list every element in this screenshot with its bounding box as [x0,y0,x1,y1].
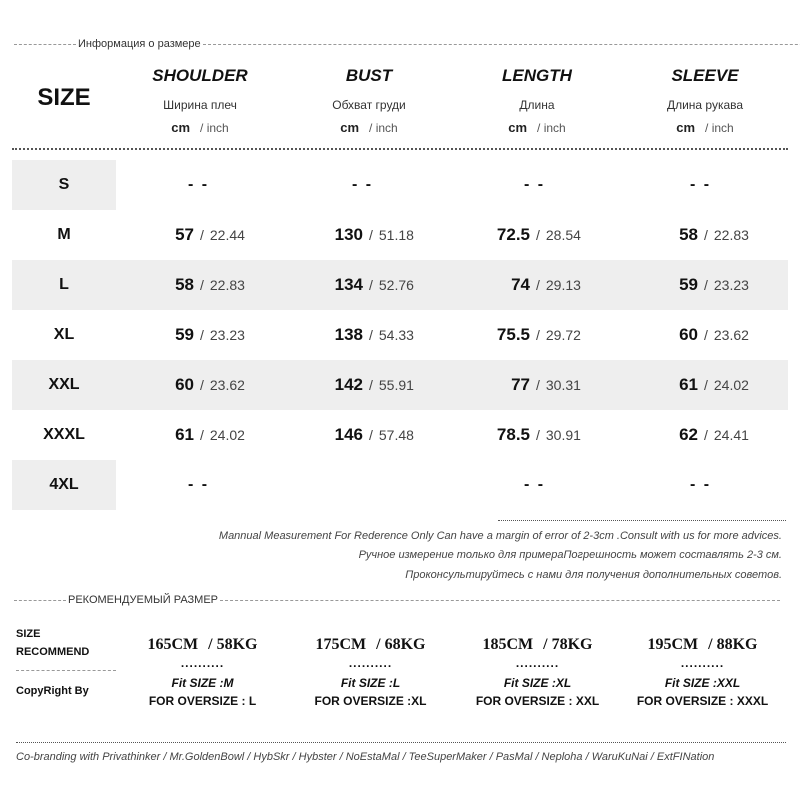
section-dash-left [14,600,66,601]
sleeve-header-ru: Длина рукава [666,98,744,112]
cobranding-text: Co-branding with Privathinker / Mr.GoldenBowl / HybSkr / Hybster / NoEstaMal / TeeSuperMaker / PasMal / Neploha / WaruKuNai / ExtFINation [16,751,715,763]
size-info-section-label [12,38,800,50]
size-column-header: SIZE [37,84,91,111]
inch-value: 22.83 [209,277,245,293]
sleeve-header-en: SLEEVE [671,66,739,85]
bust-header-unit [294,120,444,135]
size-cell: L [59,276,69,293]
length-cell: 74 / 29.13 [480,260,581,310]
size-recommend-line1: SIZE [16,628,41,640]
height-value: 195CM [647,636,699,653]
inch-value: 30.31 [545,377,581,393]
cm-value: 58 [175,275,194,294]
dots-separator: .......... [348,656,393,670]
cm-value: 61 [679,375,698,394]
table-row-xxxl [12,410,788,460]
cm-value: 146 [334,425,363,444]
unit-inch: / inch [705,121,734,135]
oversize: FOR OVERSIZE : L [148,694,257,708]
size-cell: S [58,176,70,193]
recommend-item-3 [455,636,620,708]
size-cell: 4XL [49,476,79,493]
oversize: FOR OVERSIZE :XL [314,694,427,708]
header-divider [12,148,788,150]
cm-value: 142 [334,375,363,394]
height-value: 175CM [315,636,367,653]
length-cell: 77 / 30.31 [480,360,581,410]
height-value: 165CM [147,636,199,653]
inch-value: 51.18 [378,227,414,243]
bust-cell: 134 / 52.76 [313,260,414,310]
inch-value: 29.13 [545,277,581,293]
cm-value: 134 [334,275,363,294]
fit-size: Fit SIZE :M [171,676,234,690]
height-weight [455,636,620,654]
inch-value: 22.44 [209,227,245,243]
unit-cm: cm [340,120,360,135]
cm-value: 59 [175,325,194,344]
sleeve-cell: - - [690,176,712,193]
inch-value: 55.91 [378,377,414,393]
bust-cell: 146 / 57.48 [313,410,414,460]
note-russian-1: Ручное измерение только для примераПогрешность может составлять 2-3 см. [358,549,782,561]
copyright-label: CopyRight By [16,685,89,697]
fit-size: Fit SIZE :XL [503,676,572,690]
unit-cm: cm [508,120,528,135]
sleeve-cell: 60 / 23.62 [648,310,749,360]
bust-column-header [294,66,444,135]
shoulder-header-ru: Ширина плеч [163,98,237,112]
bust-header-ru: Обхват груди [332,98,406,112]
shoulder-header-unit [125,120,275,135]
table-row-xl [12,310,788,360]
fit-size: Fit SIZE :L [340,676,401,690]
shoulder-column-header [125,66,275,135]
weight-value: / 58KG [208,636,258,653]
recommend-item-2 [288,636,453,708]
fit-size: Fit SIZE :XXL [664,676,741,690]
shoulder-cell: 59 / 23.23 [144,310,245,360]
dots-separator: .......... [680,656,725,670]
shoulder-cell: 60 / 23.62 [144,360,245,410]
sleeve-cell: 59 / 23.23 [648,260,749,310]
inch-value: 22.83 [713,227,749,243]
table-row-l [12,260,788,310]
oversize: FOR OVERSIZE : XXXL [636,694,769,708]
cm-value: 59 [679,275,698,294]
shoulder-cell: 58 / 22.83 [144,260,245,310]
inch-value: 23.23 [209,327,245,343]
bust-header-en: BUST [345,66,393,85]
length-cell: 75.5 / 29.72 [480,310,581,360]
dots-separator: .......... [180,656,225,670]
table-row-4xl [12,460,788,510]
inch-value: 24.02 [209,427,245,443]
length-header-en: LENGTH [502,66,572,85]
sleeve-cell: 58 / 22.83 [648,210,749,260]
inch-value: 29.72 [545,327,581,343]
unit-inch: / inch [200,121,229,135]
bust-cell: 130 / 51.18 [313,210,414,260]
unit-inch: / inch [537,121,566,135]
cm-value: 61 [175,425,194,444]
inch-value: 23.62 [713,327,749,343]
inch-value: 24.41 [713,427,749,443]
height-weight [288,636,453,654]
cm-value: 130 [334,225,363,244]
cm-value: 75.5 [496,325,530,344]
cm-value: 78.5 [496,425,530,444]
inch-value: 30.91 [545,427,581,443]
cm-value: 62 [679,425,698,444]
sleeve-column-header [630,66,780,135]
weight-value: / 88KG [708,636,758,653]
dots-separator: .......... [515,656,560,670]
inch-value: 57.48 [378,427,414,443]
unit-cm: cm [171,120,191,135]
size-cell: XXXL [43,426,85,443]
recommend-section-label [12,594,782,606]
shoulder-cell: - - [188,476,210,493]
length-cell: - - [524,476,546,493]
length-cell: 78.5 / 30.91 [480,410,581,460]
size-cell: XL [53,326,75,343]
cm-value: 58 [679,225,698,244]
shoulder-cell: 57 / 22.44 [144,210,245,260]
cm-value: 60 [679,325,698,344]
unit-cm: cm [676,120,696,135]
sleeve-cell: 62 / 24.41 [648,410,749,460]
cm-value: 77 [511,375,530,394]
weight-value: / 78KG [543,636,593,653]
cm-value: 60 [175,375,194,394]
size-info-label: Информация о размере [78,38,201,50]
section-dash-right [220,600,780,601]
footer-divider [16,742,786,743]
height-weight [120,636,285,654]
height-weight [620,636,785,654]
inch-value: 23.62 [209,377,245,393]
bust-cell: - - [352,176,374,193]
inch-value: 28.54 [545,227,581,243]
shoulder-cell: - - [188,176,210,193]
unit-inch: / inch [369,121,398,135]
cm-value: 74 [511,275,530,294]
shoulder-header-en: SHOULDER [152,66,248,85]
bust-cell: 142 / 55.91 [313,360,414,410]
size-cell: XXL [48,376,80,393]
table-row-xxl [12,360,788,410]
recommend-item-4 [620,636,785,708]
note-russian-2: Проконсультируйтесь с нами для получения дополнительных советов. [405,569,782,581]
size-recommend-line2: RECOMMEND [16,646,90,658]
notes-divider [498,520,786,521]
inch-value: 52.76 [378,277,414,293]
length-cell: 72.5 / 28.54 [480,210,581,260]
cm-value: 72.5 [496,225,530,244]
length-column-header [462,66,612,135]
inch-value: 23.23 [713,277,749,293]
recommend-item-1 [120,636,285,708]
size-cell: M [57,226,71,243]
section-dash-right [203,44,800,45]
cm-value: 138 [334,325,363,344]
length-header-ru: Длина [519,98,555,112]
recommend-label-divider [16,670,116,671]
sleeve-cell: - - [690,476,712,493]
inch-value: 54.33 [378,327,414,343]
section-dash-left [14,44,76,45]
inch-value: 24.02 [713,377,749,393]
recommend-label: РЕКОМЕНДУЕМЫЙ РАЗМЕР [68,594,219,606]
length-cell: - - [524,176,546,193]
length-header-unit [462,120,612,135]
bust-cell: 138 / 54.33 [313,310,414,360]
size-recommend-label [16,625,89,661]
weight-value: / 68KG [376,636,426,653]
note-english: Mannual Measurement For Rederence Only Can have a margin of error of 2-3cm .Consult with us for more advices. [218,530,782,542]
sleeve-cell: 61 / 24.02 [648,360,749,410]
shoulder-cell: 61 / 24.02 [144,410,245,460]
table-row-m [12,210,788,260]
height-value: 185CM [482,636,534,653]
sleeve-header-unit [630,120,780,135]
table-row-s [12,160,788,210]
cm-value: 57 [175,225,194,244]
oversize: FOR OVERSIZE : XXL [475,694,600,708]
